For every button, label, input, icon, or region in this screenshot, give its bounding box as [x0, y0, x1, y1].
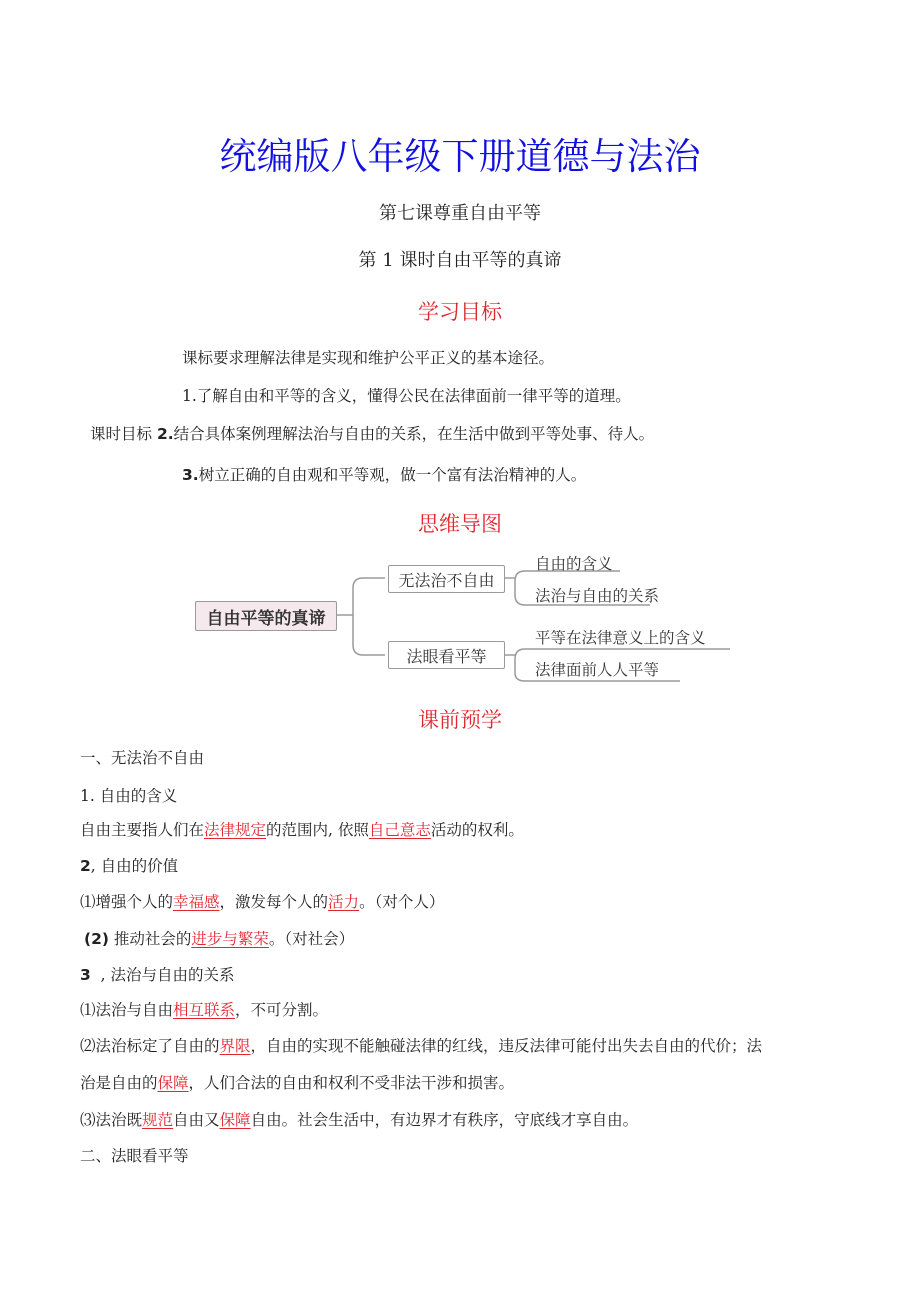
objective-num: 2. — [156, 425, 174, 443]
answer-blank: 自己意志 — [368, 821, 431, 839]
objective-1 — [182, 384, 631, 406]
section-1-title: 一、无法治不自由 — [80, 749, 205, 767]
point-3-1: ⑴法治与自由相互联系，不可分割。 — [80, 1001, 329, 1019]
point-2-2: (2) 推动社会的进步与繁荣。（对社会） — [84, 930, 355, 948]
standard-text: 课标要求理解法律是实现和维护公平正义的基本途径。 — [182, 349, 555, 367]
mindmap-leaf: 法律面前人人平等 — [535, 661, 660, 679]
objective-num: 1. — [182, 387, 197, 405]
point-2-1: ⑴增强个人的幸福感，激发每个人的活力。（对个人） — [80, 893, 445, 911]
answer-blank: 保障 — [219, 1111, 251, 1129]
answer-blank: 活力 — [328, 893, 360, 911]
mindmap-root: 自由平等的真谛 — [195, 601, 337, 631]
mindmap-heading: 思维导图 — [418, 512, 502, 536]
mindmap-leaf: 平等在法律意义上的含义 — [535, 629, 706, 647]
point-3-2-cont: 治是自由的保障，人们合法的自由和权利不受非法干涉和损害。 — [80, 1074, 515, 1092]
point-1-title: 1. 自由的含义 — [80, 787, 178, 805]
mindmap-leaf: 法治与自由的关系 — [535, 587, 660, 605]
objective-text: 了解自由和平等的含义，懂得公民在法律面前一律平等的道理。 — [196, 387, 631, 405]
answer-blank: 界限 — [219, 1037, 251, 1055]
document-title: 统编版八年级下册道德与法治 — [219, 135, 701, 178]
section-2-title: 二、法眼看平等 — [80, 1147, 189, 1165]
point-1-text: 自由主要指人们在法律规定的范围内, 依照自己意志活动的权利。 — [80, 821, 524, 839]
point-2-title: 2, 自由的价值 — [80, 857, 179, 875]
answer-blank: 相互联系 — [173, 1001, 236, 1019]
mindmap-leaf: 自由的含义 — [535, 555, 613, 573]
objective-label: 课时目标 — [90, 425, 153, 443]
answer-blank: 保障 — [157, 1074, 189, 1092]
answer-blank: 规范 — [142, 1111, 174, 1129]
objective-text: 树立正确的自由观和平等观，做一个富有法治精神的人。 — [198, 466, 587, 484]
objective-num: 3. — [182, 466, 199, 484]
objective-2 — [90, 422, 654, 444]
objectives-heading: 学习目标 — [418, 300, 502, 324]
point-3-3: ⑶法治既规范自由又保障自由。社会生活中，有边界才有秩序，守底线才享自由。 — [80, 1111, 639, 1129]
point-3-2: ⑵法治标定了自由的界限，自由的实现不能触碰法律的红线，违反法律可能付出失去自由的代价；法 — [80, 1037, 763, 1055]
mindmap-branch-1: 无法治不自由 — [388, 565, 505, 593]
answer-blank: 幸福感 — [173, 893, 220, 911]
answer-blank: 进步与繁荣 — [191, 930, 269, 948]
point-3-title: 3 , 法治与自由的关系 — [80, 966, 235, 984]
objective-3 — [182, 463, 586, 485]
mindmap-branch-2: 法眼看平等 — [388, 641, 505, 669]
preview-heading: 课前预学 — [418, 708, 502, 732]
answer-blank: 法律规定 — [204, 821, 267, 839]
objective-text: 结合具体案例理解法治与自由的关系，在生活中做到平等处事、待人。 — [173, 425, 655, 443]
lesson-title: 第七课尊重自由平等 — [379, 203, 541, 224]
period-title: 第 1 课时自由平等的真谛 — [358, 250, 562, 271]
mind-map — [185, 545, 730, 685]
